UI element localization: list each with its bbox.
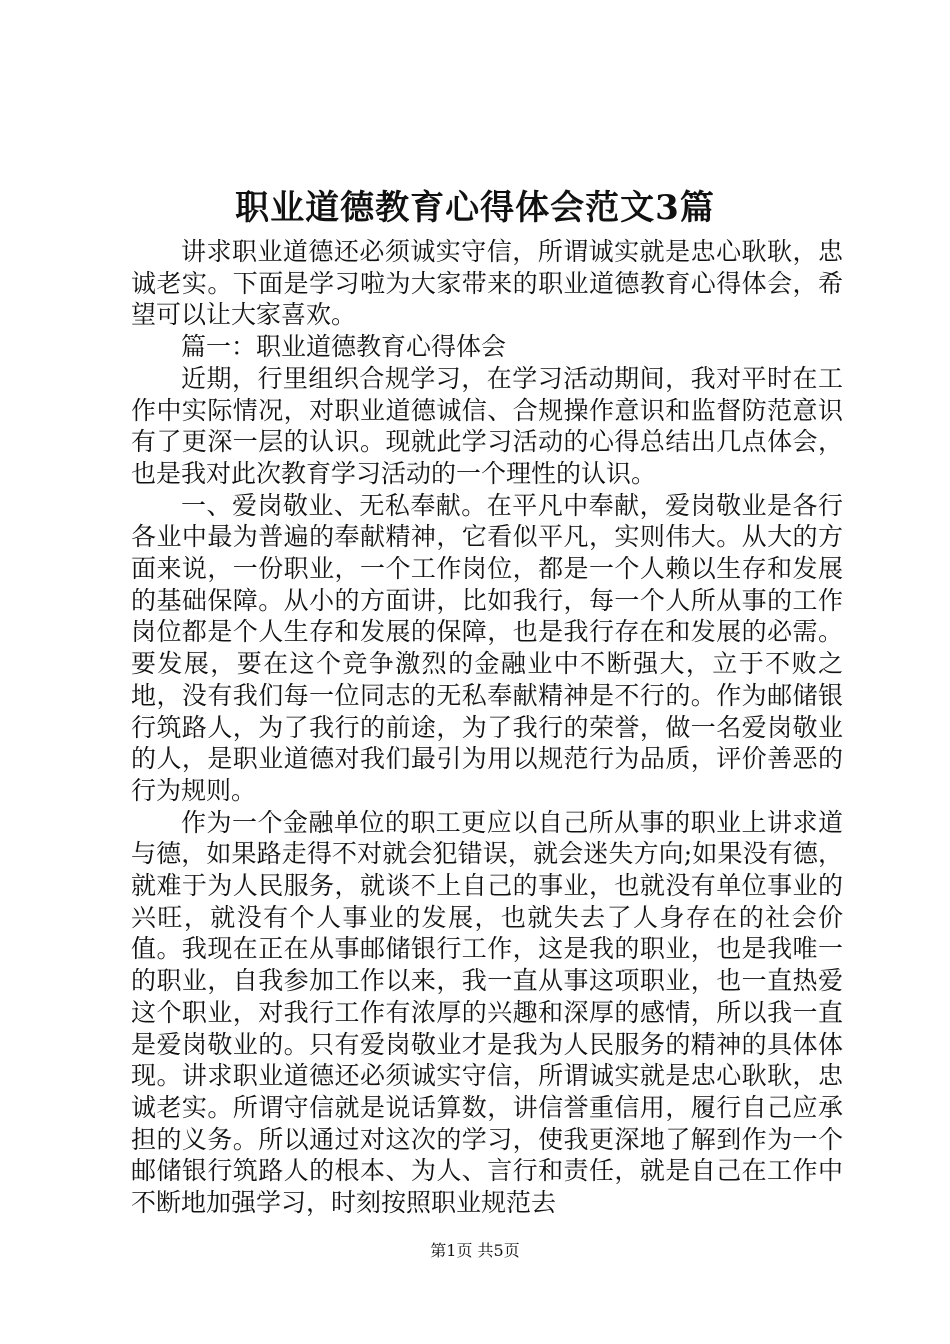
body-paragraph: 作为一个金融单位的职工更应以自己所从事的职业上讲求道与德，如果路走得不对就会犯错误，就会迷失方向;如果没有德，就难于为人民服务，就谈不上自己的事业，也就没有单位事业的兴旺，就没有个人事业的发展，也就失去了人身存在的社会价值。我现在正在从事邮储银行工作，这是我的职业，也是我唯一的职业，自我参加工作以来，我一直从事这项职业，也一直热爱这个职业，对我行工作有浓厚的兴趣和深厚的感情，所以我一直是爱岗敬业的。只有爱岗敬业才是我为人民服务的精神的具体体现。讲求职业道德还必须诚实守信，所谓诚实就是忠心耿耿，忠诚老实。所谓守信就是说话算数，讲信誉重信用，履行自己应承担的义务。所以通过对这次的学习，使我更深地了解到作为一个邮储银行筑路人的根本、为人、言行和责任，就是自己在工作中不断地加强学习，时刻按照职业规范去 bbox=[131, 807, 843, 1218]
document-body bbox=[131, 236, 843, 1219]
page-footer: 第1页 共5页 bbox=[430, 1241, 520, 1260]
document-title: 职业道德教育心得体会范文3篇 bbox=[235, 188, 715, 228]
body-paragraph: 一、爱岗敬业、无私奉献。在平凡中奉献，爱岗敬业是各行各业中最为普遍的奉献精神，它看似平凡，实则伟大。从大的方面来说，一份职业，一个工作岗位，都是一个人赖以生存和发展的基础保障。从小的方面讲，比如我行，每一个人所从事的工作岗位都是个人生存和发展的保障，也是我行存在和发展的必需。要发展，要在这个竞争激烈的金融业中不断强大，立于不败之地，没有我们每一位同志的无私奉献精神是不行的。作为邮储银行筑路人，为了我行的前途，为了我行的荣誉，做一名爱岗敬业的人，是职业道德对我们最引为用以规范行为品质，评价善恶的行为规则。 bbox=[131, 490, 843, 805]
intro-paragraph: 讲求职业道德还必须诚实守信，所谓诚实就是忠心耿耿，忠诚老实。下面是学习啦为大家带来的职业道德教育心得体会，希望可以让大家喜欢。 bbox=[131, 237, 843, 330]
body-paragraph: 近期，行里组织合规学习，在学习活动期间，我对平时在工作中实际情况，对职业道德诚信、合规操作意识和监督防范意识有了更深一层的认识。现就此学习活动的心得总结出几点体会，也是我对此次教育学习活动的一个理性的认识。 bbox=[131, 363, 843, 488]
section-heading: 篇一：职业道德教育心得体会 bbox=[181, 332, 507, 362]
